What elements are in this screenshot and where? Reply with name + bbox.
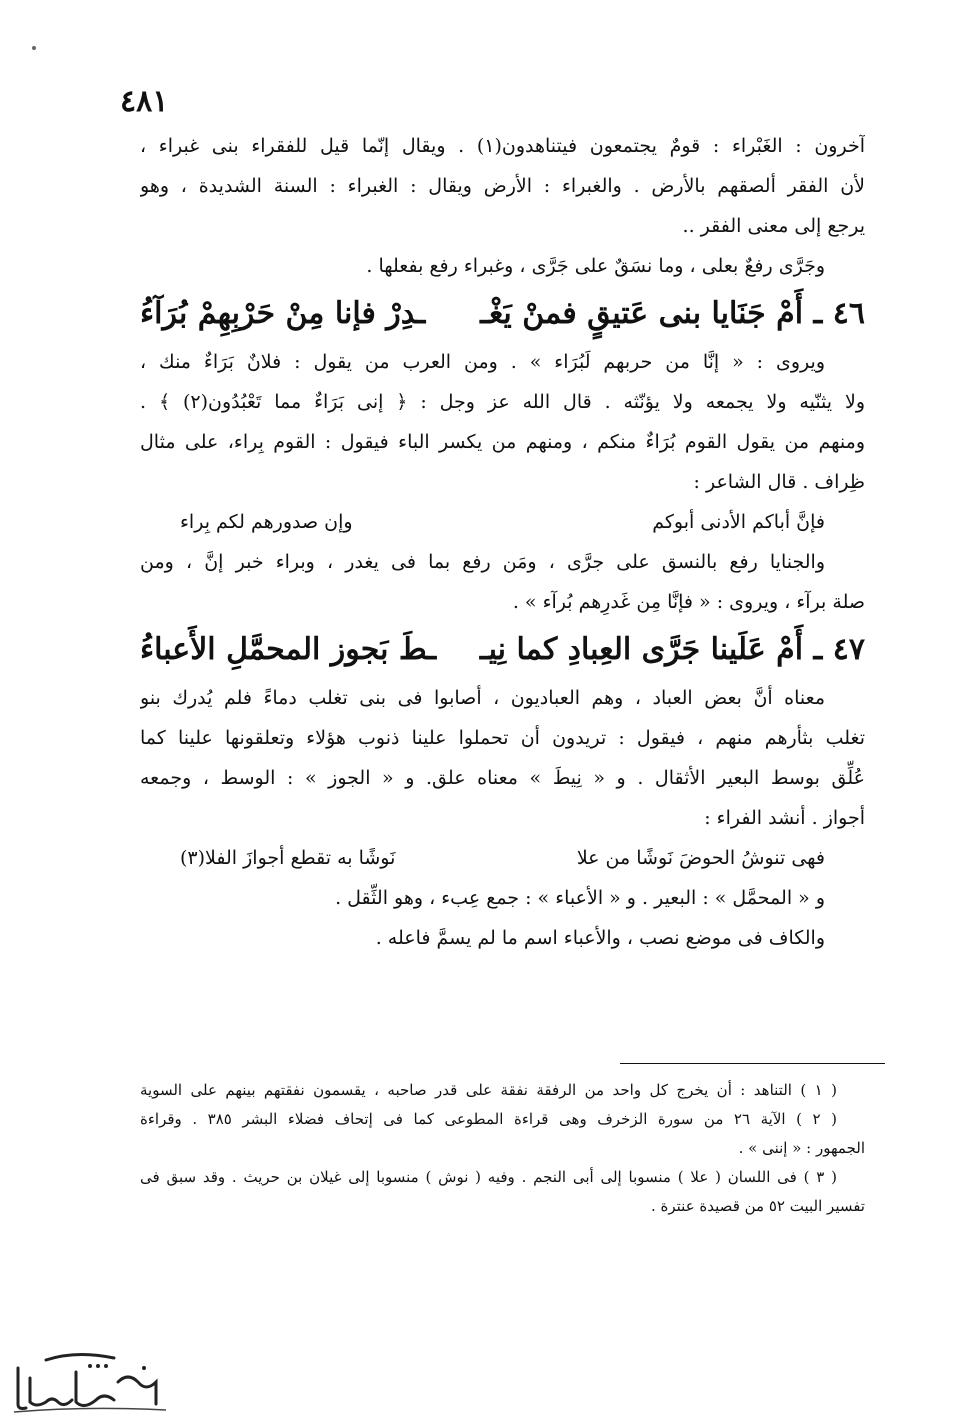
quote-first-hemistich: فهى تنوشُ الحوضَ نَوشًا من علا (576, 847, 825, 869)
paragraph-1 (140, 126, 865, 286)
verse-first-hemistich: ٤٦ ـ أَمْ جَنَايا بنى عَتيقٍ فمنْ يَغْـ (480, 296, 865, 331)
text-line: والجنايا رفع بالنسق على جرَّى ، ومَن رفع بما فى يغدر ، وبراء خبر إنَّ ، ومن (140, 551, 825, 573)
quote-first-hemistich: فإنَّ أباكم الأدنى أبوكم (652, 511, 825, 533)
verse-second-hemistich: ـطَ بَجوز المحمَّلِ الأَعباءُ (140, 632, 437, 667)
text-line: آخرون : الغَبْراء : قومٌ يجتمعون فيتناهدون(١) . ويقال إنّما قيل للفقراء بنى غبراء ، (140, 135, 865, 157)
page-number: ٤٨١ (120, 84, 169, 119)
text-line: و « المحمَّل » : البعير . و « الأعباء » : جمع عِبء ، وهو الثِّقل . (335, 887, 825, 909)
footnote-1: ( ١ ) التناهد : أن يخرج كل واحد من الرفقة نفقة على قدر صاحبه ، يقسمون نفقتهم بينهم على السوية (140, 1081, 838, 1099)
footnote-3-continued: تفسير البيت ٥٢ من قصيدة عنترة . (650, 1197, 865, 1215)
text-line: أجواز . أنشد الفراء : (704, 807, 865, 829)
text-line: تغلب بثأرهم منهم ، فيقول : تريدون أن تحملوا علينا ذنوب هؤلاء وتعلقونها علينا كما (140, 727, 865, 749)
footnote-2-continued: الجمهور : « إننى » . (738, 1139, 865, 1157)
text-line: ظِراف . قال الشاعر : (693, 471, 865, 493)
footnote-2: ( ٢ ) الآية ٢٦ من سورة الزخرف وهى قراءة المطوعى كما فى إتحاف فضلاء البشر ٣٨٥ . وقراءة (140, 1110, 837, 1128)
text-line: والكاف فى موضع نصب ، والأعباء اسم ما لم يسمَّ فاعله . (375, 927, 825, 949)
text-line: ويروى : « إنَّا من حربهم لَبُرَاء » . ومن العرب من يقول : فلانٌ بَرَاءٌ منك ، (140, 351, 825, 373)
text-line: ومنهم من يقول القوم بُرَاءٌ منكم ، ومنهم من يكسر الباء فيقول : القوم بِراء، على مثال (140, 431, 865, 453)
text-line: ولا يثنّيه ولا يجمعه ولا يؤنّثه . قال الله عز وجل : ﴿ إنى بَرَاءٌ مما تَعْبُدُون(٢) ﴾ . (140, 391, 865, 413)
paragraph-3 (140, 542, 865, 622)
library-stamp-logo (6, 1338, 176, 1418)
quote-second-hemistich: وإن صدورهم لكم بِراء (180, 511, 353, 533)
verse-first-hemistich: ٤٧ ـ أَمْ عَلَينا جَرَّى العِبادِ كما نِيـ (479, 632, 865, 667)
text-line: معناه أنَّ بعض العباد ، وهم العباديون ، أصابوا فى بنى تغلب دماءً فلم يُدرك بنو (140, 687, 825, 709)
paragraph-2 (140, 342, 865, 502)
scan-speck (32, 46, 36, 50)
paragraph-5 (140, 878, 865, 958)
verse-46 (140, 286, 865, 342)
text-line: عُلِّق بوسط البعير الأثقال . و « نِيطَ » معناه علق. و « الجوز » : الوسط ، وجمعه (140, 767, 865, 789)
quoted-verse-1 (140, 502, 865, 542)
footnote-3: ( ٣ ) فى اللسان ( علا ) منسوبا إلى أبى النجم . وفيه ( نوش ) منسوبا إلى غيلان بن حريث . وقد سبق فى (140, 1168, 837, 1186)
text-line: لأن الفقر ألصقهم بالأرض . والغبراء : الأرض ويقال : الغبراء : السنة الشديدة ، وهو (140, 175, 865, 197)
text-line: يرجع إلى معنى الفقر .. (682, 215, 865, 237)
quoted-verse-2 (140, 838, 865, 878)
paragraph-4 (140, 678, 865, 838)
quote-second-hemistich: نَوشًا به تقطع أجوازَ الفلا(٣) (180, 847, 396, 869)
footnote-divider (620, 1063, 885, 1064)
footnotes (140, 1076, 865, 1221)
verse-second-hemistich: ـدِرْ فإنا مِنْ حَرْبِهِمْ بُرَآءُ (140, 296, 426, 331)
main-text (140, 126, 865, 958)
text-line: صلة برآء ، ويروى : « فإنَّا مِن غَدرِهم بُرآء » . (512, 591, 865, 613)
text-line: وجَرَّى رفعٌ بعلى ، وما نسَقٌ على جَرَّى ، وغبراء رفع بفعلها . (366, 255, 825, 277)
verse-47 (140, 622, 865, 678)
